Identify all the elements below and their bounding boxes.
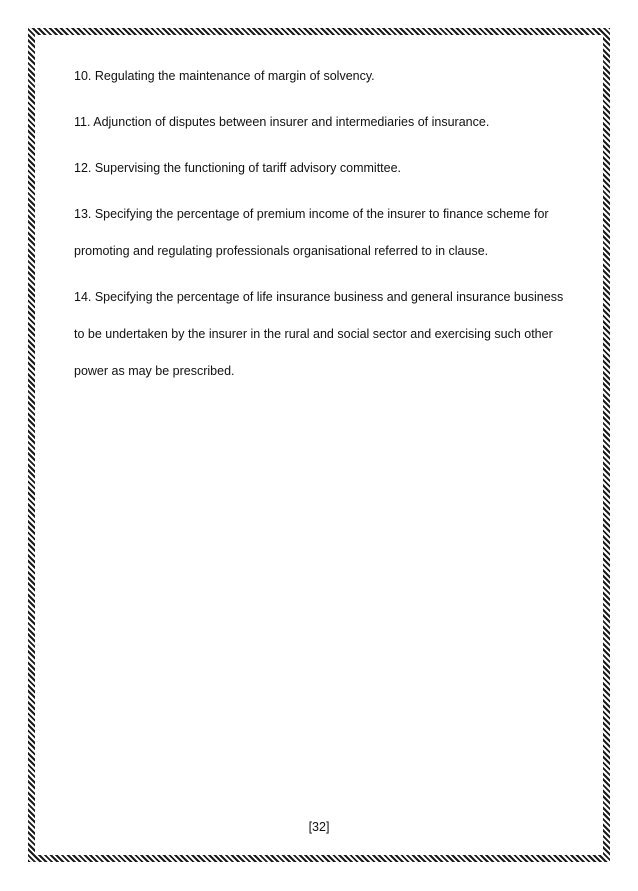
paragraph-line: 13. Specifying the percentage of premium income of the insurer to finance scheme for: [74, 207, 549, 221]
page-number: [32]: [308, 820, 330, 834]
paragraph-line: to be undertaken by the insurer in the rural and social sector and exercising such other: [74, 327, 553, 341]
document-body: [74, 58, 584, 390]
paragraph-11: [74, 104, 584, 141]
paragraph-line: 12. Supervising the functioning of tariff advisory committee.: [74, 161, 402, 175]
paragraph-line: 14. Specifying the percentage of life insurance business and general insurance business: [74, 290, 564, 304]
paragraph-13: [74, 196, 584, 270]
paragraph-12: [74, 150, 584, 187]
paragraph-10: [74, 58, 584, 95]
paragraph-line: 10. Regulating the maintenance of margin of solvency.: [74, 69, 375, 83]
paragraph-line: promoting and regulating professionals organisational referred to in clause.: [74, 244, 489, 258]
paragraph-line: power as may be prescribed.: [74, 364, 235, 378]
paragraph-14: [74, 279, 584, 390]
paragraph-line: 11. Adjunction of disputes between insurer and intermediaries of insurance.: [74, 115, 490, 129]
